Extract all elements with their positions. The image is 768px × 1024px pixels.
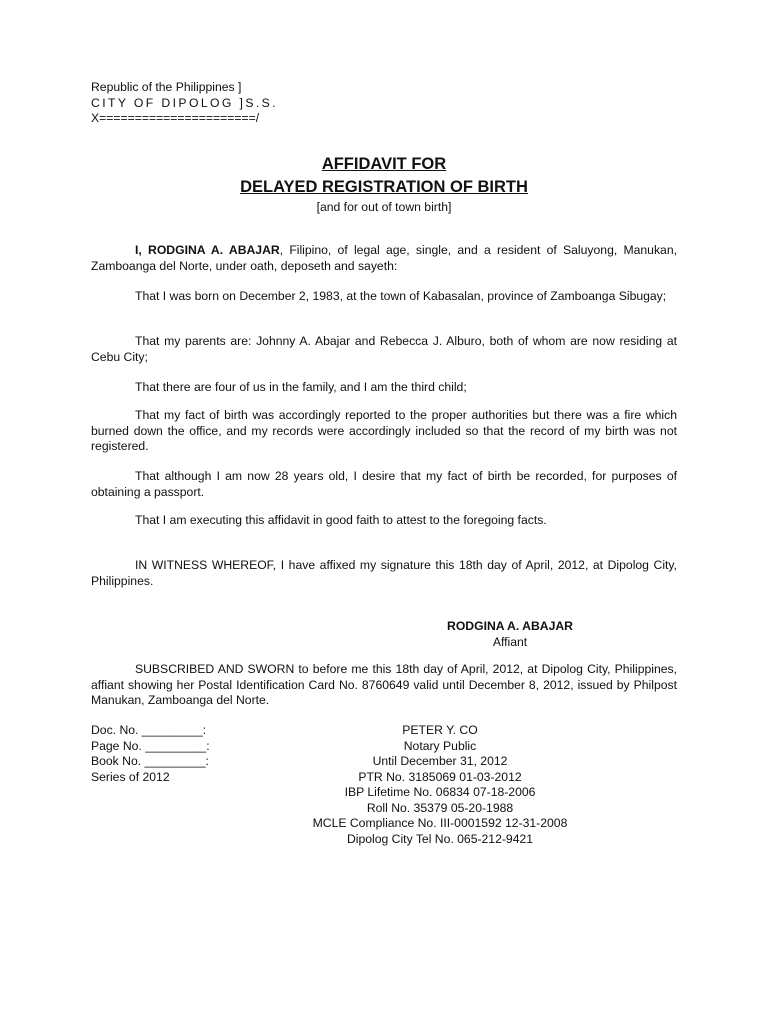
statement-paragraph: That there are four of us in the family, and I am the third child; (135, 380, 467, 394)
statement-paragraph: That my fact of birth was accordingly reported to the proper authorities but there was a fire which burned down the office, and my records were accordingly included so that the record of my birth was not registered. (91, 408, 677, 453)
affiant-role: Affiant (492, 635, 528, 649)
document-subtitle: [and for out of town birth] (316, 200, 452, 214)
doc-no: Doc. No. _________: (91, 723, 207, 737)
affiant-signature-block (420, 618, 600, 650)
page-no: Page No. _________: (91, 738, 210, 753)
statement-paragraph: That I am executing this affidavit in good faith to attest to the foregoing facts. (135, 513, 547, 527)
statement-paragraph: That although I am now 28 years old, I desire that my fact of birth be recorded, for purposes of obtaining a passport. (91, 469, 677, 499)
affiant-name-inline: I, RODGINA A. ABAJAR (135, 243, 280, 257)
notary-commission: Until December 31, 2012 (372, 754, 508, 768)
venue-caption (91, 80, 278, 127)
notary-ptr: PTR No. 3185069 01-03-2012 (358, 769, 522, 784)
intro-paragraph (91, 243, 677, 274)
notary-block (290, 723, 590, 847)
caption-republic: Republic of the Philippines ] (91, 80, 242, 94)
jurat-paragraph: SUBSCRIBED AND SWORN to before me this 18th day of April, 2012, at Dipolog City, Philippines, affiant showing her Postal Identification Card No. 8760649 valid until December 8, 2012, issued by Philpost Manukan, Zamboanga del Norte. (91, 662, 677, 707)
notary-name: PETER Y. CO (402, 723, 478, 737)
caption-city: CITY OF DIPOLOG ]S.S. (91, 95, 278, 110)
notary-ibp: IBP Lifetime No. 06834 07-18-2006 (344, 785, 536, 799)
statement-paragraph: That I was born on December 2, 1983, at the town of Kabasalan, province of Zamboanga Sibugay; (135, 289, 667, 303)
document-title-line1: AFFIDAVIT FOR (321, 155, 447, 173)
notary-mcle: MCLE Compliance No. III-0001592 12-31-2008 (312, 816, 568, 830)
notary-roll: Roll No. 35379 05-20-1988 (366, 800, 514, 815)
notary-tel: Dipolog City Tel No. 065-212-9421 (346, 831, 534, 846)
document-title-line2: DELAYED REGISTRATION OF BIRTH (240, 178, 528, 196)
notary-title: Notary Public (403, 738, 477, 753)
caption-divider: X======================/ (91, 111, 260, 125)
intro-text: , Filipino, of legal age, single, and a resident of Saluyong, Manukan, Zamboanga del Norte, under oath, deposeth and sayeth: (91, 243, 677, 273)
series: Series of 2012 (91, 769, 170, 784)
affiant-name: RODGINA A. ABAJAR (447, 619, 573, 633)
statement-paragraph: That my parents are: Johnny A. Abajar and Rebecca J. Alburo, both of whom are now residing at Cebu City; (91, 334, 677, 364)
doc-entries (91, 723, 210, 785)
book-no: Book No. _________: (91, 754, 209, 768)
witness-paragraph: IN WITNESS WHEREOF, I have affixed my signature this 18th day of April, 2012, at Dipolog City, Philippines. (91, 558, 677, 588)
